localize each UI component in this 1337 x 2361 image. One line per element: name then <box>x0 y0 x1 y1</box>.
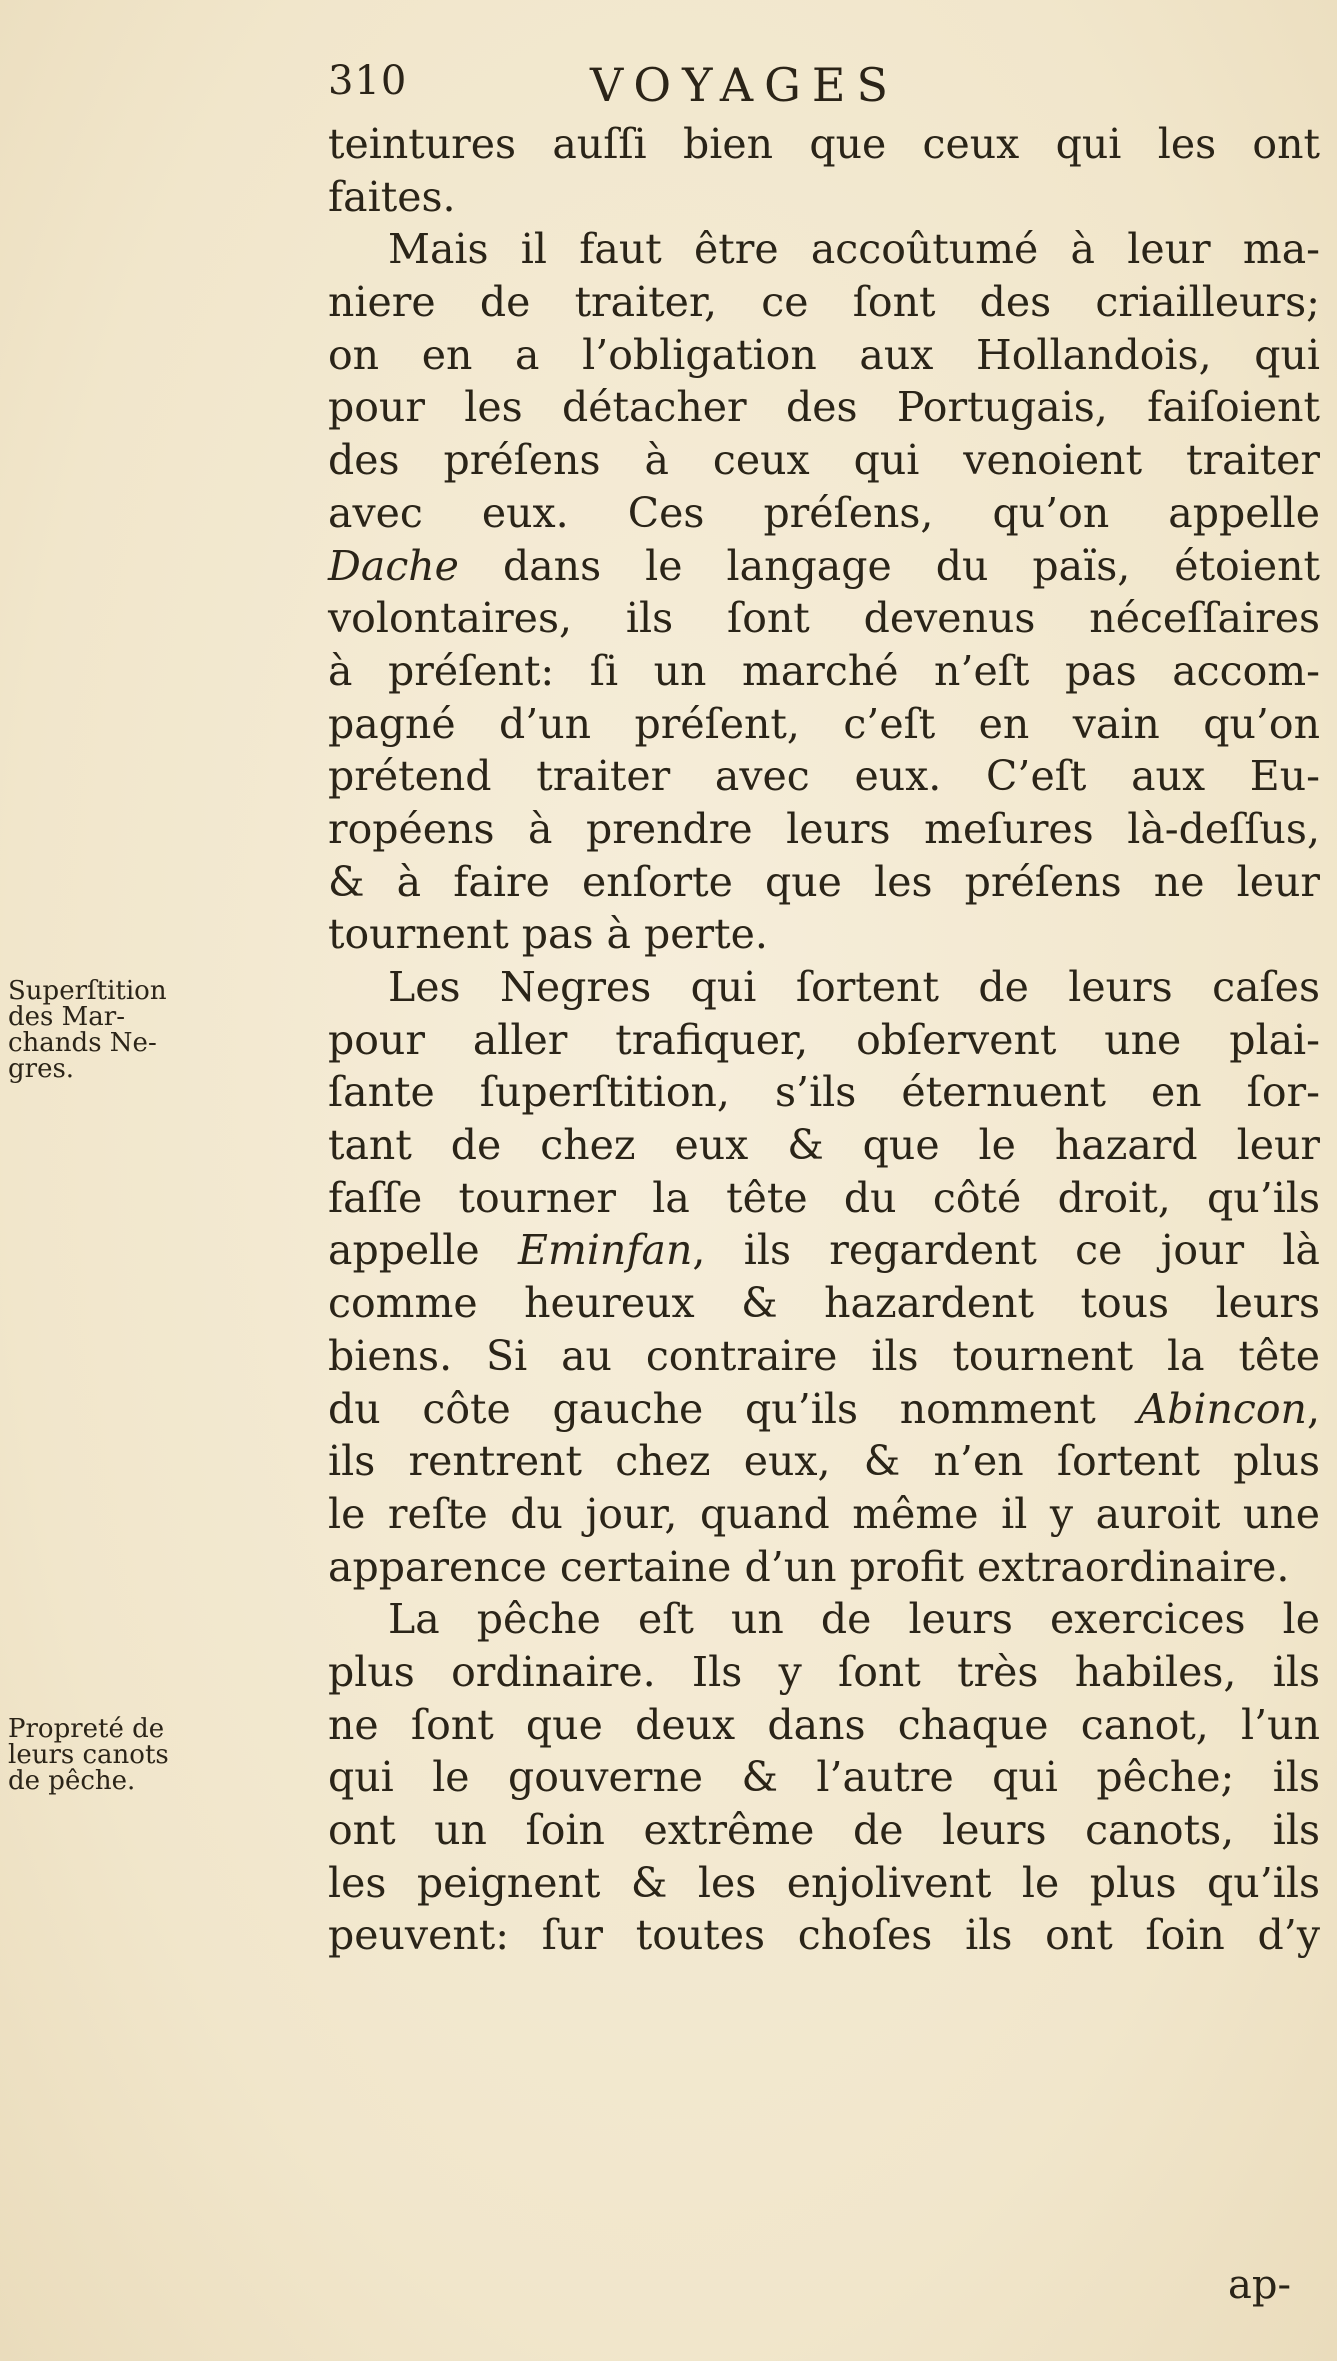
italic-term: Abincon <box>1137 1384 1307 1433</box>
text-line: avec eux. Ces préſens, qu’on appelle <box>328 488 1320 537</box>
text-line: prétend traiter avec eux. C’eſt aux Eu- <box>328 752 1320 801</box>
margin-note-line: des Mar- <box>8 1002 125 1032</box>
text-line: le reſte du jour, quand même il y auroit une <box>328 1489 1320 1538</box>
margin-note-line: gres. <box>8 1054 75 1084</box>
text-line: Mais il faut être accoûtumé à leur ma- <box>388 225 1320 274</box>
text-line: tant de chez eux & que le hazard leur <box>328 1121 1320 1170</box>
text-line: faſſe tourner la tête du côté droit, qu’ils <box>328 1173 1320 1222</box>
text-line: & à faire enſorte que les préſens ne leur <box>328 857 1320 906</box>
text-line: les peignent & les enjolivent le plus qu’ils <box>328 1858 1320 1907</box>
text-line: Les Negres qui ſortent de leurs caſes <box>388 963 1320 1011</box>
text-line: niere de traiter, ce ſont des criailleurs; <box>328 278 1320 327</box>
catchword: ap- <box>1228 2262 1291 2308</box>
page-number: 310 <box>328 58 408 104</box>
text-line: ſante ſuperſtition, s’ils éternuent en ſor- <box>328 1068 1320 1117</box>
margin-note-superstition <box>8 978 308 1082</box>
text-line: teintures auſſi bien que ceux qui les ont <box>328 120 1320 168</box>
text-line-abincon: du côte gauche qu’ils nomment Abincon, <box>328 1384 1320 1433</box>
text-line: ropéens à prendre leurs meſures là-deſſus, <box>328 804 1320 853</box>
body-text <box>328 118 1320 1962</box>
page-header <box>328 58 1048 118</box>
margin-note-line: chands Ne- <box>8 1028 157 1058</box>
text-line-eminfan: appelle Eminfan, ils regardent ce jour là <box>328 1226 1320 1275</box>
margin-note-line: Superſtition <box>8 976 167 1006</box>
text-line: tournent pas à perte. <box>328 910 768 959</box>
text-line: La pêche eſt un de leurs exercices le <box>388 1595 1320 1644</box>
text-line: ont un ſoin extrême de leurs canots, ils <box>328 1806 1320 1854</box>
text-line: apparence certaine d’un profit extraordinaire. <box>328 1542 1290 1591</box>
margin-note-line: Propreté de <box>8 1714 165 1744</box>
running-title: VOYAGES <box>590 58 899 112</box>
margin-note-proprete <box>8 1716 308 1794</box>
text-line: ne ſont que deux dans chaque canot, l’un <box>328 1700 1320 1749</box>
italic-term: Dache <box>328 541 459 590</box>
text-line: plus ordinaire. Ils y ſont très habiles, ils <box>328 1647 1320 1696</box>
text-line: volontaires, ils ſont devenus néceſſaires <box>328 594 1320 643</box>
italic-term: Eminfan <box>518 1226 693 1275</box>
text-line: faites. <box>328 172 456 221</box>
text-line: pagné d’un préſent, c’eſt en vain qu’on <box>328 699 1320 748</box>
text-line: des préſens à ceux qui venoient traiter <box>328 436 1320 485</box>
text-line: ils rentrent chez eux, & n’en ſortent plus <box>328 1437 1320 1486</box>
text-line: pour aller trafiquer, obſervent une plai- <box>328 1015 1320 1064</box>
text-line: peuvent: ſur toutes choſes ils ont ſoin d’y <box>328 1911 1320 1960</box>
margin-note-line: de pêche. <box>8 1766 136 1796</box>
text-line: à préſent: ſi un marché n’eſt pas accom- <box>328 646 1320 695</box>
text-line: comme heureux & hazardent tous leurs <box>328 1279 1320 1328</box>
text-line: on en a l’obligation aux Hollandois, qui <box>328 330 1320 379</box>
text-line: biens. Si au contraire ils tournent la tête <box>328 1331 1320 1380</box>
margin-note-line: leurs canots <box>8 1740 169 1770</box>
text-line-dache: Dache dans le langage du païs, étoient <box>328 541 1320 590</box>
text-line: pour les détacher des Portugais, faiſoient <box>328 383 1320 432</box>
text-line: qui le gouverne & l’autre qui pêche; ils <box>328 1753 1320 1802</box>
